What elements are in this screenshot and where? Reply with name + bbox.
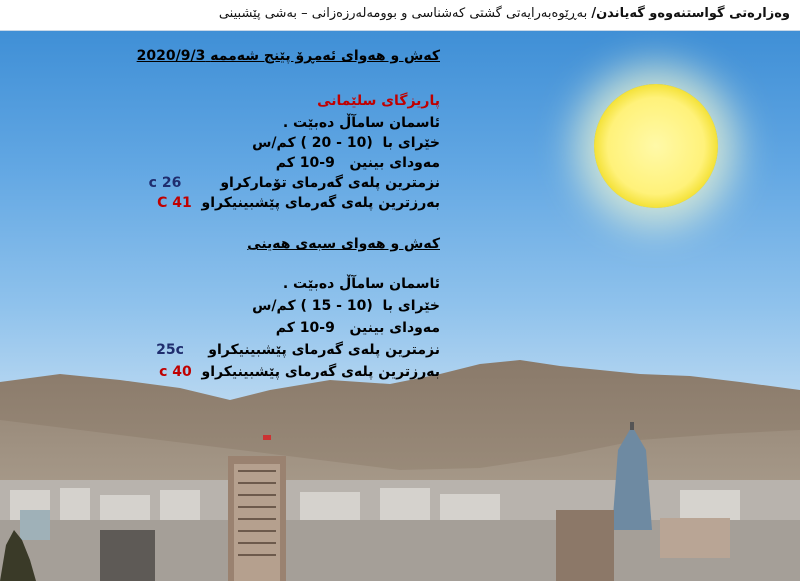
today-date: 2020/9/3 <box>136 48 206 64</box>
tomorrow-title: کەش و هەوای سبەی هەینی <box>247 236 440 252</box>
today-wind-label: خێرای با <box>382 135 440 151</box>
tomorrow-max-value: 40 c <box>159 364 192 380</box>
tomorrow-min-label: نزمترین پلەی گەرمای پێشبینیکراو <box>208 342 440 358</box>
today-min-temp <box>149 175 440 191</box>
tomorrow-min-temp <box>156 342 440 358</box>
tomorrow-max-temp <box>159 364 440 380</box>
today-sky: ئاسمان سامآڵ دەبێت . <box>282 115 440 131</box>
today-wind <box>252 135 440 151</box>
today-min-value: 26 c <box>148 175 182 191</box>
today-wind-value: (10 - 20 ) کم/س <box>252 135 373 151</box>
today-title-text: کەش و هەوای ئەمڕۆ پێنج شەممە <box>210 48 440 64</box>
sun-graphic <box>594 84 718 208</box>
tomorrow-wind-value: (10 - 15 ) کم/س <box>252 298 373 314</box>
today-max-value: 41 C <box>157 195 192 211</box>
today-visibility-value: 9-10 کم <box>275 155 335 171</box>
today-visibility-label: مەودای بینین <box>349 155 440 171</box>
today-max-temp <box>157 195 440 211</box>
tomorrow-wind <box>252 298 440 314</box>
tomorrow-sky: ئاسمان سامآڵ دەبێت . <box>282 276 440 292</box>
tomorrow-visibility-label: مەودای بینین <box>349 320 440 336</box>
tomorrow-visibility-value: 9-10 کم <box>275 320 335 336</box>
location-name: پاریزگای سلێمانی <box>317 93 440 109</box>
header-text <box>219 6 790 21</box>
tomorrow-min-value: 25c <box>156 342 184 358</box>
header-bar <box>0 0 800 31</box>
tomorrow-max-label: بەرزترین پلەی گەرمای پێشبینیکراو <box>201 364 440 380</box>
today-max-label: بەرزترین پلەی گەرمای پێشبینیکراو <box>201 195 440 211</box>
today-min-label: نزمترین پلەی گەرمای تۆمارکراو <box>220 175 440 191</box>
department-name: بەڕێوەبەرایەتی گشتی کەشناسی و بوومەلەرزەزانی – بەشی پێشبینی <box>218 6 588 21</box>
ministry-name: وەزارەتی گواستنەوەو گەیاندن/ <box>591 6 790 21</box>
city-skyline-image <box>0 360 800 581</box>
today-title <box>137 48 440 64</box>
tomorrow-visibility <box>276 320 440 336</box>
today-visibility <box>276 155 440 171</box>
tomorrow-wind-label: خێرای با <box>382 298 440 314</box>
